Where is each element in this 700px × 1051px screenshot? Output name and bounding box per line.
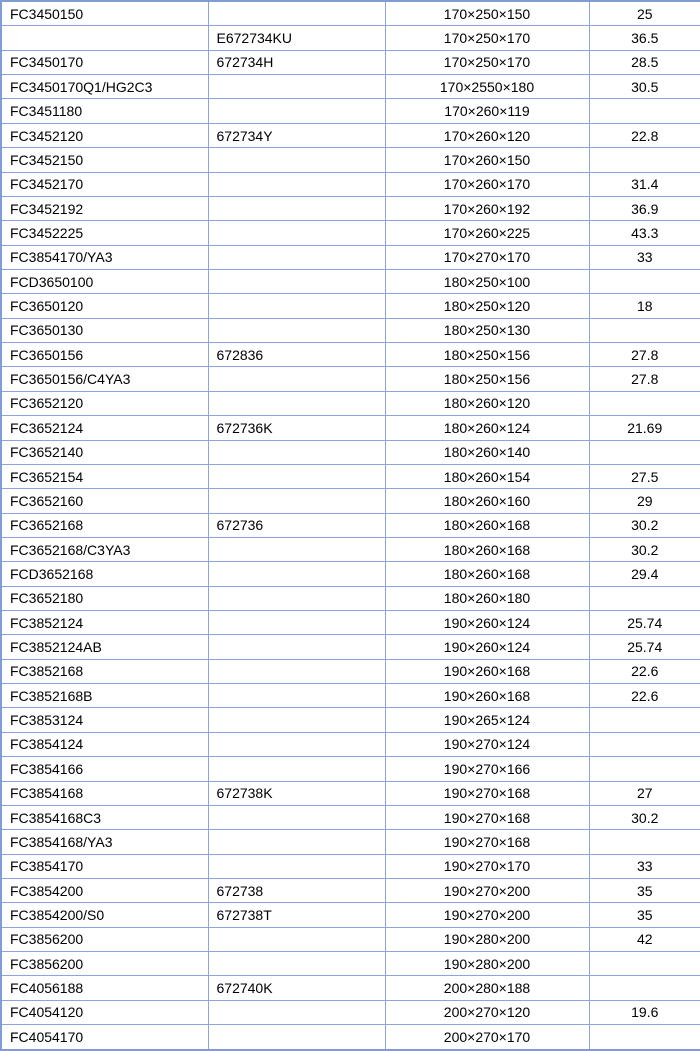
cell-code	[208, 708, 385, 732]
cell-model: FC3650130	[1, 318, 208, 342]
cell-model: FC3852124	[1, 611, 208, 635]
cell-dimensions: 190×270×200	[385, 878, 589, 902]
cell-dimensions: 190×270×168	[385, 805, 589, 829]
cell-code	[208, 659, 385, 683]
cell-model: FC3450150	[1, 1, 208, 26]
cell-dimensions: 170×260×119	[385, 99, 589, 123]
cell-weight	[589, 952, 700, 976]
cell-model: FC3650120	[1, 294, 208, 318]
cell-dimensions: 180×260×124	[385, 416, 589, 440]
cell-code	[208, 684, 385, 708]
cell-weight	[589, 391, 700, 415]
cell-weight	[589, 1025, 700, 1050]
cell-dimensions: 190×270×124	[385, 732, 589, 756]
cell-model: FC3853124	[1, 708, 208, 732]
parts-table-body	[1, 1, 700, 1050]
table-row	[1, 708, 700, 732]
cell-dimensions: 180×250×156	[385, 343, 589, 367]
cell-model: FC4056188	[1, 976, 208, 1000]
cell-model	[1, 26, 208, 50]
table-row	[1, 976, 700, 1000]
cell-model: FC3652160	[1, 489, 208, 513]
cell-dimensions: 190×260×124	[385, 611, 589, 635]
cell-model: FC3650156/C4YA3	[1, 367, 208, 391]
cell-model: FC3452192	[1, 196, 208, 220]
cell-dimensions: 190×270×166	[385, 757, 589, 781]
cell-code	[208, 562, 385, 586]
cell-dimensions: 190×270×168	[385, 781, 589, 805]
table-row	[1, 952, 700, 976]
cell-model: FC4054120	[1, 1000, 208, 1024]
cell-dimensions: 190×260×168	[385, 684, 589, 708]
cell-code	[208, 294, 385, 318]
table-row	[1, 805, 700, 829]
cell-dimensions: 170×270×170	[385, 245, 589, 269]
cell-code	[208, 196, 385, 220]
cell-code	[208, 1, 385, 26]
cell-code	[208, 318, 385, 342]
cell-weight: 22.6	[589, 659, 700, 683]
cell-dimensions: 170×250×170	[385, 26, 589, 50]
cell-dimensions: 180×260×168	[385, 537, 589, 561]
table-row	[1, 1000, 700, 1024]
cell-model: FC3854200/S0	[1, 903, 208, 927]
cell-weight: 29	[589, 489, 700, 513]
cell-code	[208, 732, 385, 756]
cell-dimensions: 200×270×120	[385, 1000, 589, 1024]
table-row	[1, 75, 700, 99]
cell-code: 672738T	[208, 903, 385, 927]
cell-model: FCD3652168	[1, 562, 208, 586]
cell-weight: 27	[589, 781, 700, 805]
cell-model: FC3452150	[1, 148, 208, 172]
cell-weight: 21.69	[589, 416, 700, 440]
cell-dimensions: 190×280×200	[385, 952, 589, 976]
cell-weight	[589, 99, 700, 123]
cell-model: FC3450170	[1, 50, 208, 74]
cell-code	[208, 172, 385, 196]
table-row	[1, 26, 700, 50]
table-row	[1, 562, 700, 586]
table-row	[1, 513, 700, 537]
cell-weight	[589, 708, 700, 732]
cell-dimensions: 180×260×140	[385, 440, 589, 464]
table-row	[1, 611, 700, 635]
table-row	[1, 757, 700, 781]
table-row	[1, 196, 700, 220]
cell-code: 672740K	[208, 976, 385, 1000]
cell-code	[208, 99, 385, 123]
cell-dimensions: 180×250×120	[385, 294, 589, 318]
cell-code	[208, 391, 385, 415]
cell-code: E672734KU	[208, 26, 385, 50]
cell-model: FC3852168	[1, 659, 208, 683]
cell-dimensions: 180×260×120	[385, 391, 589, 415]
cell-dimensions: 180×250×130	[385, 318, 589, 342]
cell-dimensions: 190×270×168	[385, 830, 589, 854]
table-row	[1, 123, 700, 147]
cell-weight	[589, 757, 700, 781]
cell-weight: 30.2	[589, 513, 700, 537]
cell-code	[208, 148, 385, 172]
cell-weight: 29.4	[589, 562, 700, 586]
cell-code	[208, 245, 385, 269]
table-row	[1, 440, 700, 464]
cell-weight: 33	[589, 245, 700, 269]
table-row	[1, 586, 700, 610]
cell-code: 672738K	[208, 781, 385, 805]
cell-model: FC3452225	[1, 221, 208, 245]
cell-weight: 25.74	[589, 635, 700, 659]
cell-code	[208, 586, 385, 610]
cell-code	[208, 269, 385, 293]
table-row	[1, 537, 700, 561]
cell-model: FC3451180	[1, 99, 208, 123]
cell-dimensions: 170×250×170	[385, 50, 589, 74]
table-row	[1, 659, 700, 683]
cell-weight	[589, 440, 700, 464]
cell-dimensions: 170×260×225	[385, 221, 589, 245]
cell-code	[208, 805, 385, 829]
cell-model: FC3652180	[1, 586, 208, 610]
cell-code: 672836	[208, 343, 385, 367]
cell-model: FC3856200	[1, 952, 208, 976]
cell-code: 672736	[208, 513, 385, 537]
table-row	[1, 416, 700, 440]
cell-dimensions: 200×280×188	[385, 976, 589, 1000]
cell-weight: 27.8	[589, 343, 700, 367]
cell-weight: 30.2	[589, 537, 700, 561]
cell-weight: 25	[589, 1, 700, 26]
cell-dimensions: 170×260×192	[385, 196, 589, 220]
table-row	[1, 732, 700, 756]
cell-model: FC3856200	[1, 927, 208, 951]
cell-dimensions: 170×260×120	[385, 123, 589, 147]
cell-code	[208, 927, 385, 951]
cell-code	[208, 464, 385, 488]
cell-model: FC3650156	[1, 343, 208, 367]
cell-dimensions: 180×260×180	[385, 586, 589, 610]
cell-code	[208, 440, 385, 464]
cell-code	[208, 830, 385, 854]
cell-model: FC3854170	[1, 854, 208, 878]
cell-dimensions: 190×260×168	[385, 659, 589, 683]
cell-dimensions: 190×260×124	[385, 635, 589, 659]
cell-dimensions: 180×250×156	[385, 367, 589, 391]
cell-code	[208, 75, 385, 99]
cell-dimensions: 170×260×150	[385, 148, 589, 172]
cell-dimensions: 190×270×170	[385, 854, 589, 878]
cell-model: FC3652140	[1, 440, 208, 464]
cell-dimensions: 200×270×170	[385, 1025, 589, 1050]
table-row	[1, 50, 700, 74]
table-row	[1, 172, 700, 196]
cell-model: FC3450170Q1/HG2C3	[1, 75, 208, 99]
table-row	[1, 489, 700, 513]
cell-code	[208, 1025, 385, 1050]
cell-model: FC3854200	[1, 878, 208, 902]
table-row	[1, 1025, 700, 1050]
cell-code	[208, 611, 385, 635]
cell-model: FC3652120	[1, 391, 208, 415]
table-row	[1, 269, 700, 293]
cell-weight: 27.8	[589, 367, 700, 391]
cell-model: FC3854168	[1, 781, 208, 805]
cell-dimensions: 190×280×200	[385, 927, 589, 951]
cell-code: 672734Y	[208, 123, 385, 147]
cell-weight: 42	[589, 927, 700, 951]
table-row	[1, 294, 700, 318]
cell-code: 672738	[208, 878, 385, 902]
cell-code	[208, 367, 385, 391]
cell-dimensions: 190×265×124	[385, 708, 589, 732]
cell-model: FC3854170/YA3	[1, 245, 208, 269]
cell-weight	[589, 976, 700, 1000]
cell-model: FC3652168	[1, 513, 208, 537]
table-row	[1, 927, 700, 951]
table-row	[1, 903, 700, 927]
cell-code: 672734H	[208, 50, 385, 74]
cell-weight	[589, 269, 700, 293]
cell-model: FC3852124AB	[1, 635, 208, 659]
cell-weight	[589, 148, 700, 172]
cell-model: FC3452170	[1, 172, 208, 196]
cell-weight: 35	[589, 903, 700, 927]
cell-model: FC3854166	[1, 757, 208, 781]
cell-weight: 30.2	[589, 805, 700, 829]
table-row	[1, 878, 700, 902]
cell-weight: 36.9	[589, 196, 700, 220]
cell-dimensions: 170×250×150	[385, 1, 589, 26]
table-row	[1, 367, 700, 391]
cell-weight: 19.6	[589, 1000, 700, 1024]
cell-code	[208, 952, 385, 976]
cell-weight	[589, 586, 700, 610]
table-row	[1, 391, 700, 415]
cell-model: FC4054170	[1, 1025, 208, 1050]
cell-weight: 18	[589, 294, 700, 318]
cell-code	[208, 854, 385, 878]
cell-model: FC3854168C3	[1, 805, 208, 829]
cell-weight: 33	[589, 854, 700, 878]
table-row	[1, 1, 700, 26]
cell-model: FC3652124	[1, 416, 208, 440]
cell-code	[208, 757, 385, 781]
cell-weight: 31.4	[589, 172, 700, 196]
cell-dimensions: 180×260×168	[385, 513, 589, 537]
cell-dimensions: 180×260×154	[385, 464, 589, 488]
cell-model: FC3652168/C3YA3	[1, 537, 208, 561]
cell-weight: 35	[589, 878, 700, 902]
cell-code	[208, 489, 385, 513]
cell-weight: 28.5	[589, 50, 700, 74]
table-row	[1, 221, 700, 245]
cell-weight: 36.5	[589, 26, 700, 50]
table-row	[1, 684, 700, 708]
cell-code	[208, 221, 385, 245]
cell-code	[208, 537, 385, 561]
cell-weight: 30.5	[589, 75, 700, 99]
table-row	[1, 148, 700, 172]
cell-weight: 43.3	[589, 221, 700, 245]
cell-code	[208, 635, 385, 659]
cell-dimensions: 180×260×168	[385, 562, 589, 586]
cell-model: FC3452120	[1, 123, 208, 147]
cell-code	[208, 1000, 385, 1024]
cell-weight: 22.8	[589, 123, 700, 147]
cell-weight	[589, 318, 700, 342]
cell-dimensions: 190×270×200	[385, 903, 589, 927]
table-row	[1, 343, 700, 367]
cell-weight: 22.6	[589, 684, 700, 708]
cell-dimensions: 180×260×160	[385, 489, 589, 513]
cell-weight: 25.74	[589, 611, 700, 635]
table-row	[1, 830, 700, 854]
cell-model: FC3652154	[1, 464, 208, 488]
table-row	[1, 99, 700, 123]
cell-code: 672736K	[208, 416, 385, 440]
cell-model: FC3854124	[1, 732, 208, 756]
cell-dimensions: 180×250×100	[385, 269, 589, 293]
cell-model: FCD3650100	[1, 269, 208, 293]
cell-dimensions: 170×2550×180	[385, 75, 589, 99]
table-row	[1, 635, 700, 659]
table-row	[1, 781, 700, 805]
cell-weight	[589, 830, 700, 854]
table-row	[1, 245, 700, 269]
cell-weight	[589, 732, 700, 756]
cell-model: FC3852168B	[1, 684, 208, 708]
cell-dimensions: 170×260×170	[385, 172, 589, 196]
table-row	[1, 464, 700, 488]
table-row	[1, 854, 700, 878]
cell-model: FC3854168/YA3	[1, 830, 208, 854]
cell-weight: 27.5	[589, 464, 700, 488]
table-row	[1, 318, 700, 342]
